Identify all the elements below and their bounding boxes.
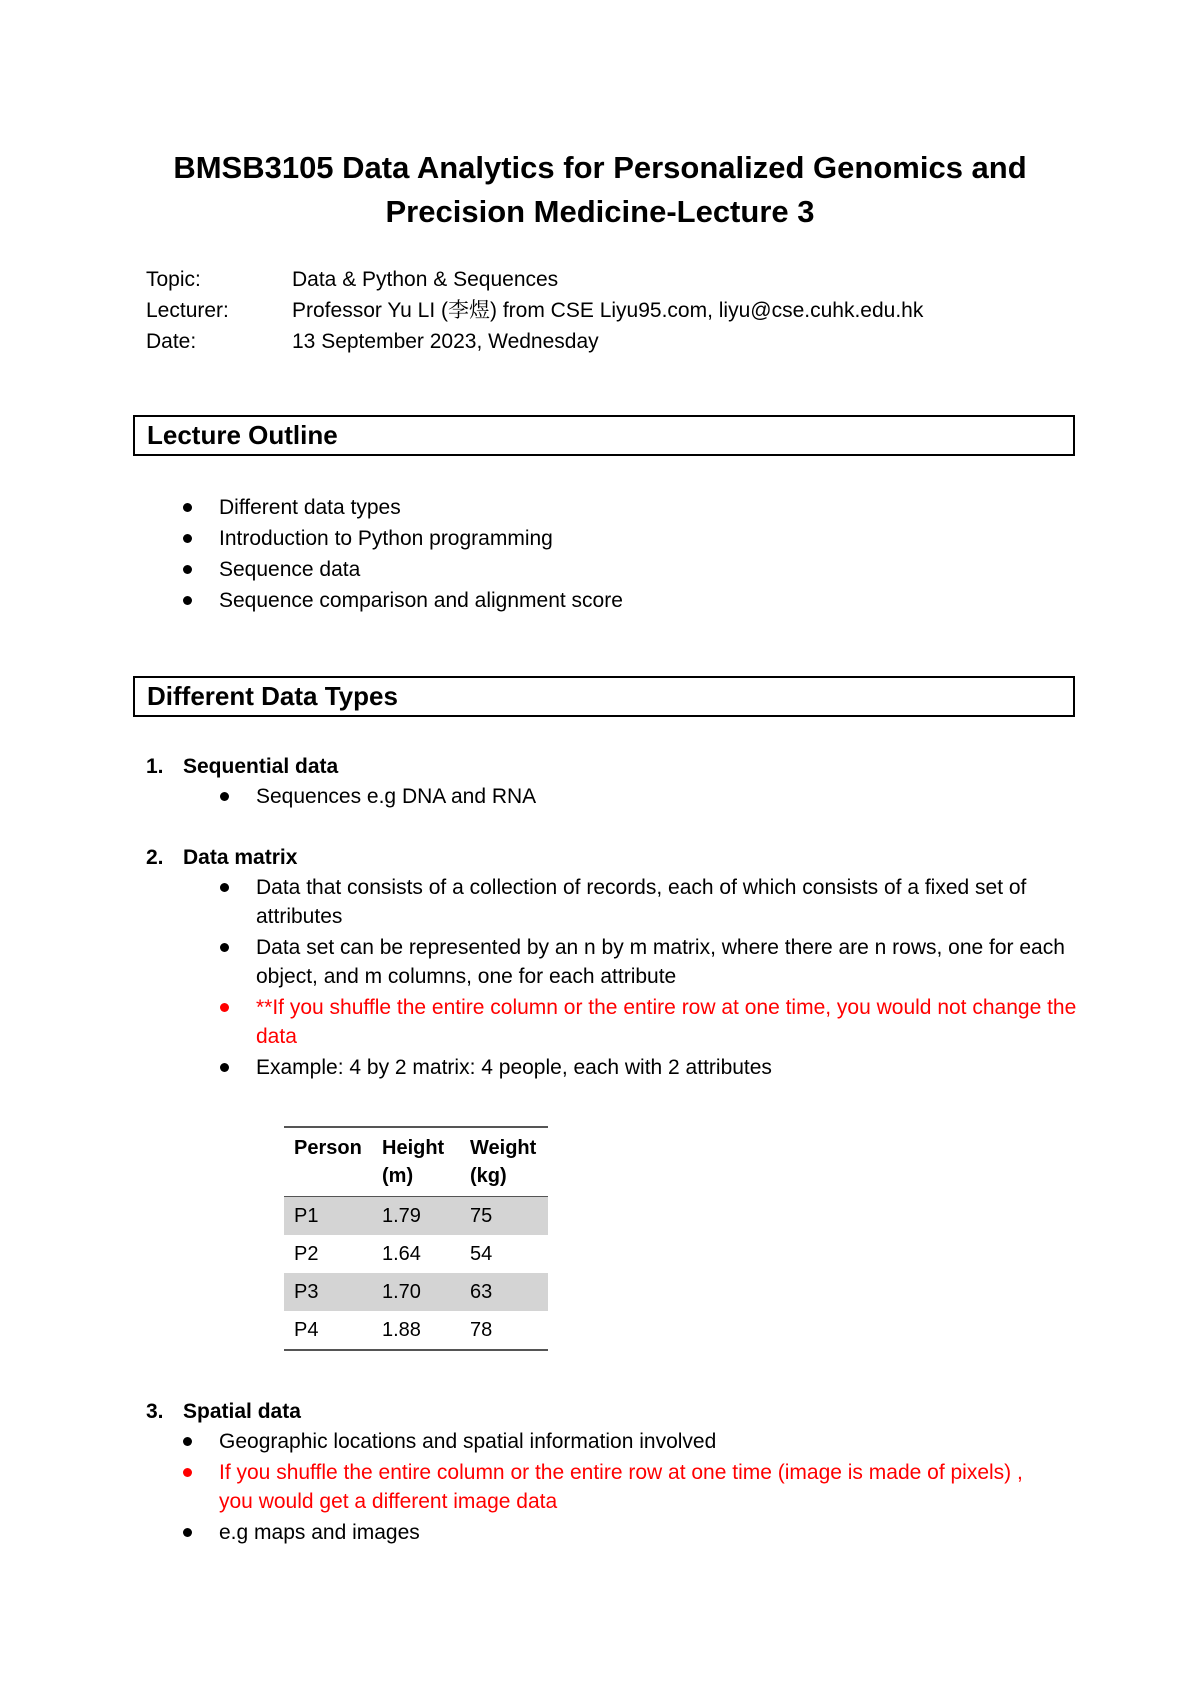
meta-value: Professor Yu LI (李煜) from CSE Liyu95.com, liyu@cse.cuhk.edu.hk <box>292 298 924 322</box>
data-types-heading-box <box>133 676 1075 717</box>
table-row <box>284 1197 548 1236</box>
table-cell: 1.88 <box>382 1319 421 1341</box>
bullet-dot-icon <box>220 1063 229 1072</box>
bullet-dot-icon <box>183 534 192 543</box>
outline-heading-box <box>133 415 1075 456</box>
bullet-dot-icon <box>220 883 229 892</box>
outline-item: Sequence comparison and alignment score <box>183 585 623 616</box>
meta-value: Data & Python & Sequences <box>292 267 559 291</box>
table-row <box>284 1235 548 1273</box>
outline-item: Introduction to Python programming <box>183 523 623 554</box>
list-item: **If you shuffle the entire column or the entire row at one time, you would not change the data <box>220 993 1080 1051</box>
bullet-dot-icon <box>183 565 192 574</box>
bullet-dot-icon <box>183 596 192 605</box>
table-cell: 54 <box>470 1243 493 1265</box>
list-item: Data that consists of a collection of records, each of which consists of a fixed set of attributes <box>220 873 1056 931</box>
bullet-dot-icon <box>183 1437 192 1446</box>
section-heading-matrix <box>146 842 297 873</box>
table-cell: P2 <box>294 1243 319 1265</box>
table-row <box>284 1311 548 1350</box>
section-number: 2. <box>146 846 164 869</box>
section-heading-spatial <box>146 1396 301 1427</box>
bullet-dot-icon <box>220 943 229 952</box>
table-header: Weight (kg) <box>470 1137 537 1187</box>
spatial-list <box>183 1427 1063 1549</box>
outline-list <box>183 492 623 616</box>
data-matrix-table <box>284 1126 548 1351</box>
title-line-2: Precision Medicine-Lecture 3 <box>385 194 815 229</box>
list-item: Sequences e.g DNA and RNA <box>220 782 1080 811</box>
matrix-list <box>220 873 1080 1084</box>
table-cell: 75 <box>470 1205 493 1227</box>
bullet-dot-icon <box>220 1003 229 1012</box>
document-title <box>100 146 1100 234</box>
meta-lecturer <box>146 295 923 326</box>
table-cell: P3 <box>294 1281 319 1303</box>
section-title: Sequential data <box>183 755 339 778</box>
bullet-dot-icon <box>183 503 192 512</box>
list-item: Geographic locations and spatial information involved <box>183 1427 1063 1456</box>
meta-date <box>146 326 923 357</box>
bullet-dot-icon <box>220 792 229 801</box>
table-cell: 1.64 <box>382 1243 421 1265</box>
section-heading-sequential <box>146 751 338 782</box>
table-cell: 63 <box>470 1281 493 1303</box>
table-header: Height (m) <box>382 1137 445 1187</box>
table-cell: P4 <box>294 1319 319 1341</box>
meta-topic <box>146 264 923 295</box>
title-line-1: BMSB3105 Data Analytics for Personalized Genomics and <box>173 150 1027 185</box>
section-number: 1. <box>146 755 164 778</box>
section-number: 3. <box>146 1400 164 1423</box>
meta-value: 13 September 2023, Wednesday <box>292 329 599 353</box>
outline-item: Sequence data <box>183 554 623 585</box>
table-row <box>284 1273 548 1311</box>
meta-label: Date: <box>146 329 197 353</box>
bullet-dot-icon <box>183 1528 192 1537</box>
lecture-meta <box>146 264 923 357</box>
table-header: Person <box>294 1137 362 1159</box>
table-cell: 1.79 <box>382 1205 421 1227</box>
outline-heading: Lecture Outline <box>147 420 338 450</box>
list-item: Example: 4 by 2 matrix: 4 people, each with 2 attributes <box>220 1053 1080 1082</box>
list-item: Data set can be represented by an n by m matrix, where there are n rows, one for each object, and m columns, one for each attribute <box>220 933 1080 991</box>
meta-label: Topic: <box>146 267 201 291</box>
bullet-dot-icon <box>183 1468 192 1477</box>
section-title: Data matrix <box>183 846 298 869</box>
table-header-row <box>284 1127 548 1197</box>
section-title: Spatial data <box>183 1400 301 1423</box>
sequential-list <box>220 782 1080 813</box>
list-item: If you shuffle the entire column or the entire row at one time (image is made of pixels) , you would get a different image data <box>183 1458 1049 1516</box>
data-types-heading: Different Data Types <box>147 681 398 711</box>
list-item: e.g maps and images <box>183 1518 1063 1547</box>
table-cell: P1 <box>294 1205 319 1227</box>
table-cell: 1.70 <box>382 1281 421 1303</box>
table-cell: 78 <box>470 1319 493 1341</box>
meta-label: Lecturer: <box>146 298 229 322</box>
outline-item: Different data types <box>183 492 623 523</box>
